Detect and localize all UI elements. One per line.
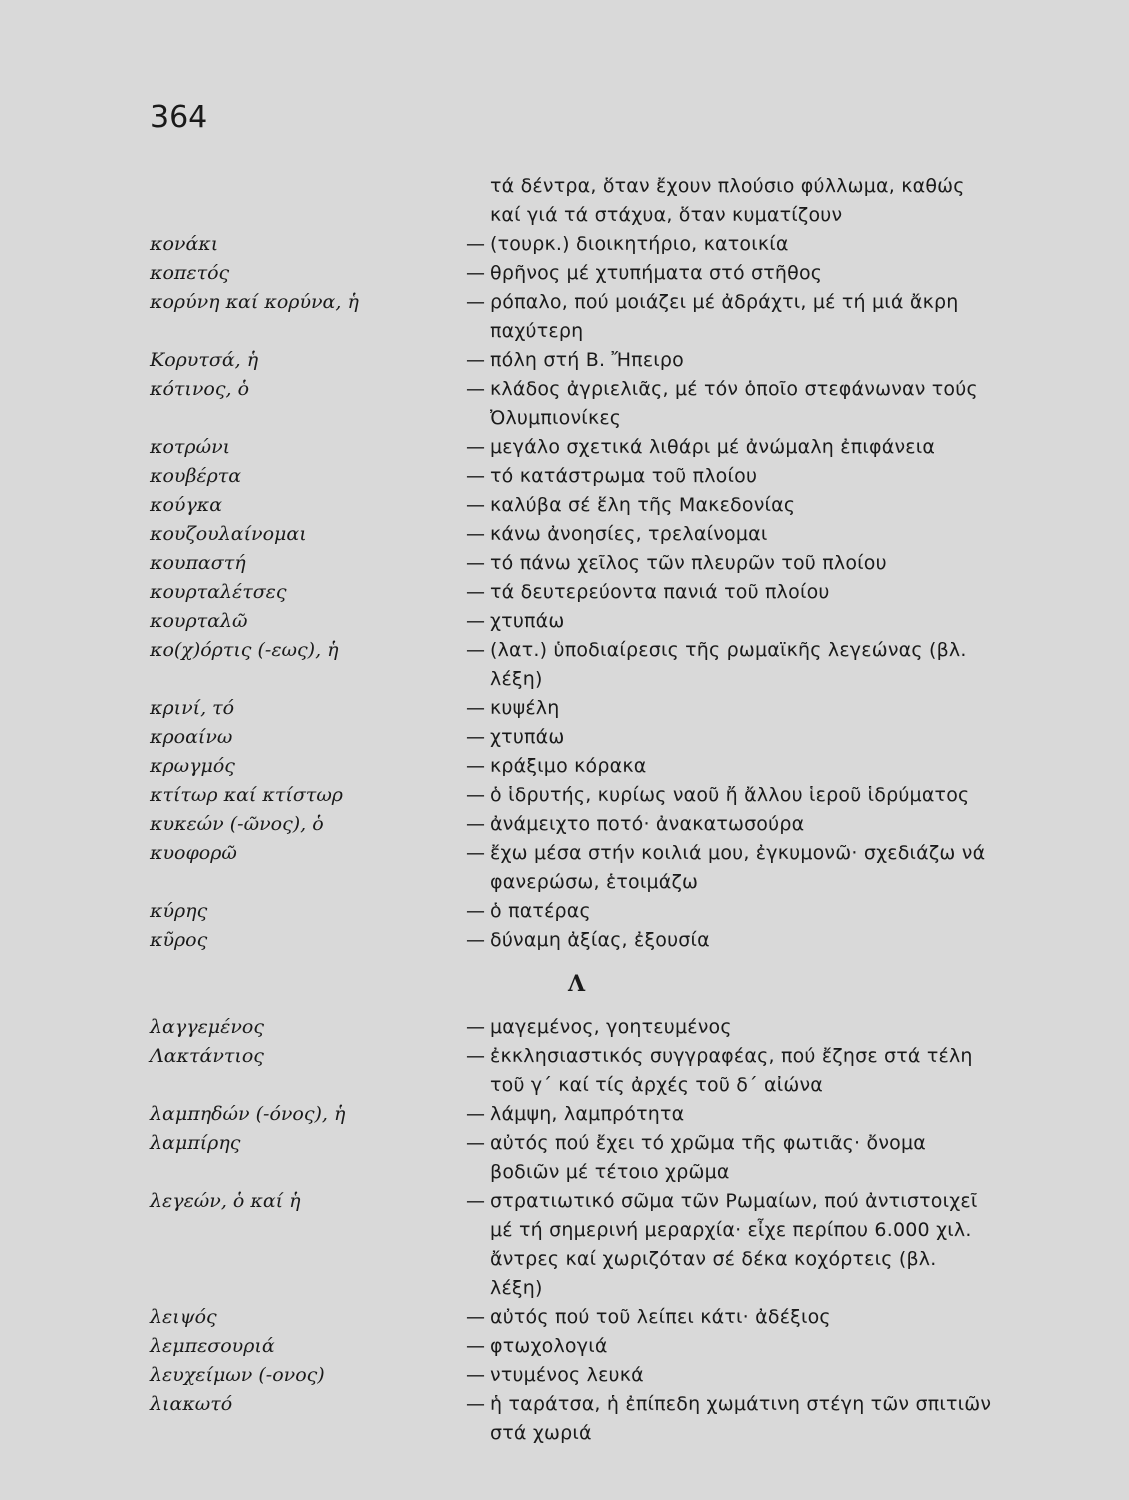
entry-lemma: λειψός bbox=[150, 1306, 217, 1328]
entry-lemma: Κορυτσά, ἡ bbox=[150, 349, 259, 371]
entry-lemma: λεμπεσουριά bbox=[150, 1335, 275, 1357]
glossary-entry bbox=[0, 462, 1129, 491]
entry-lemma: κυκεών (-ῶνος), ὁ bbox=[150, 813, 324, 835]
entry-definition: ἡ ταράτσα, ἡ ἐπίπεδη χωμάτινη στέγη τῶν σπιτιῶν στά χωριά bbox=[490, 1393, 992, 1444]
entry-definition: τό κατάστρωμα τοῦ πλοίου bbox=[490, 465, 758, 487]
entry-dash: — bbox=[466, 1132, 485, 1154]
entry-lemma: κουζουλαίνομαι bbox=[150, 523, 307, 545]
entry-definition: μαγεμένος, γοητευμένος bbox=[490, 1016, 732, 1038]
glossary-entry bbox=[0, 491, 1129, 520]
entry-dash: — bbox=[466, 1016, 485, 1038]
continuation-row bbox=[0, 172, 1129, 230]
page-number: 364 bbox=[150, 100, 208, 135]
glossary-entry bbox=[0, 897, 1129, 926]
glossary-entry bbox=[0, 520, 1129, 549]
entry-lemma: κῦρος bbox=[150, 929, 208, 951]
entry-definition: ἐκκλησιαστικός συγγραφέας, πού ἔζησε στά τέλη τοῦ γ΄ καί τίς ἀρχές τοῦ δ΄ αἰώνα bbox=[490, 1045, 973, 1096]
entry-definition: τό πάνω χεῖλος τῶν πλευρῶν τοῦ πλοίου bbox=[490, 552, 887, 574]
glossary-entry bbox=[0, 636, 1129, 694]
entry-lemma: κοπετός bbox=[150, 262, 230, 284]
entry-definition: ὁ ἱδρυτής, κυρίως ναοῦ ἤ ἄλλου ἱεροῦ ἱδρύματος bbox=[490, 784, 970, 806]
glossary-entry bbox=[0, 230, 1129, 259]
glossary-entry bbox=[0, 752, 1129, 781]
entry-dash: — bbox=[466, 929, 485, 951]
glossary-entry bbox=[0, 723, 1129, 752]
glossary-entry bbox=[0, 607, 1129, 636]
entry-dash: — bbox=[466, 1335, 485, 1357]
entry-definition: (τουρκ.) διοικητήριο, κατοικία bbox=[490, 233, 789, 255]
entry-dash: — bbox=[466, 697, 485, 719]
entry-dash: — bbox=[466, 1364, 485, 1386]
entry-lemma: κοτρώνι bbox=[150, 436, 231, 458]
glossary-entry bbox=[0, 1361, 1129, 1390]
entry-lemma: κύρης bbox=[150, 900, 208, 922]
entries-k bbox=[0, 230, 1129, 955]
entry-lemma: Λακτάντιος bbox=[150, 1045, 264, 1067]
glossary-entry bbox=[0, 578, 1129, 607]
entry-dash: — bbox=[466, 900, 485, 922]
glossary-entry bbox=[0, 1100, 1129, 1129]
entry-lemma: κονάκι bbox=[150, 233, 219, 255]
entry-dash: — bbox=[466, 581, 485, 603]
glossary-entry bbox=[0, 1129, 1129, 1187]
entry-lemma: λεγεών, ὁ καί ἡ bbox=[150, 1190, 301, 1212]
glossary-entry bbox=[0, 375, 1129, 433]
glossary-entry bbox=[0, 346, 1129, 375]
entry-definition: κάνω ἀνοησίες, τρελαίνομαι bbox=[490, 523, 768, 545]
glossary-entry bbox=[0, 1187, 1129, 1303]
entry-dash: — bbox=[466, 436, 485, 458]
entry-definition: τά δευτερεύοντα πανιά τοῦ πλοίου bbox=[490, 581, 830, 603]
entry-lemma: κυοφορῶ bbox=[150, 842, 237, 864]
glossary-entry bbox=[0, 1390, 1129, 1448]
glossary-entry bbox=[0, 433, 1129, 462]
entry-dash: — bbox=[466, 639, 485, 661]
entry-lemma: κορύνη καί κορύνα, ἡ bbox=[150, 291, 359, 313]
entry-lemma: κτίτωρ καί κτίστωρ bbox=[150, 784, 343, 806]
entry-definition: ἔχω μέσα στήν κοιλιά μου, ἐγκυμονῶ· σχεδιάζω νά φανερώσω, ἑτοιμάζω bbox=[490, 842, 986, 893]
entry-definition: πόλη στή Β. Ἤπειρο bbox=[490, 349, 684, 371]
entry-dash: — bbox=[466, 813, 485, 835]
section-letter: Λ bbox=[567, 971, 586, 997]
entry-definition: κλάδος ἀγριελιᾶς, μέ τόν ὁποῖο στεφάνωναν τούς Ὀλυμπιονίκες bbox=[490, 378, 978, 429]
entry-dash: — bbox=[466, 233, 485, 255]
entry-definition: κυψέλη bbox=[490, 697, 560, 719]
entry-dash: — bbox=[466, 842, 485, 864]
entry-lemma: λαμπίρης bbox=[150, 1132, 241, 1154]
entry-lemma: λαγγεμένος bbox=[150, 1016, 264, 1038]
entry-dash: — bbox=[466, 291, 485, 313]
entry-lemma: κουρταλέτσες bbox=[150, 581, 287, 603]
entry-definition: ντυμένος λευκά bbox=[490, 1364, 644, 1386]
entry-dash: — bbox=[466, 262, 485, 284]
glossary-entry bbox=[0, 549, 1129, 578]
entry-dash: — bbox=[466, 349, 485, 371]
entry-definition: κράξιμο κόρακα bbox=[490, 755, 647, 777]
entry-definition: θρῆνος μέ χτυπήματα στό στῆθος bbox=[490, 262, 823, 284]
entry-lemma: κότινος, ὁ bbox=[150, 378, 250, 400]
entry-lemma: κρωγμός bbox=[150, 755, 235, 777]
entry-dash: — bbox=[466, 726, 485, 748]
glossary-entry bbox=[0, 288, 1129, 346]
entry-dash: — bbox=[466, 784, 485, 806]
entry-lemma: κουρταλῶ bbox=[150, 610, 248, 632]
entry-definition: ρόπαλο, πού μοιάζει μέ ἀδράχτι, μέ τή μιά ἄκρη παχύτερη bbox=[490, 291, 959, 342]
entry-definition: λάμψη, λαμπρότητα bbox=[490, 1103, 685, 1125]
entry-definition: καλύβα σέ ἕλη τῆς Μακεδονίας bbox=[490, 494, 796, 516]
glossary-entry bbox=[0, 810, 1129, 839]
entry-lemma: κρινί, τό bbox=[150, 697, 235, 719]
entry-dash: — bbox=[466, 1103, 485, 1125]
glossary-entry bbox=[0, 926, 1129, 955]
entry-definition: στρατιωτικό σῶμα τῶν Ρωμαίων, πού ἀντιστοιχεῖ μέ τή σημερινή μεραρχία· εἶχε περίπου 6.000 χιλ. ἄντρες καί χωριζόταν σέ δέκα κοχόρτεις (βλ. λέξη) bbox=[490, 1190, 978, 1299]
entry-definition: αὐτός πού ἔχει τό χρῶμα τῆς φωτιᾶς· ὄνομα βοδιῶν μέ τέτοιο χρῶμα bbox=[490, 1132, 926, 1183]
entry-dash: — bbox=[466, 610, 485, 632]
glossary-entry bbox=[0, 781, 1129, 810]
entry-lemma: κουπαστή bbox=[150, 552, 246, 574]
entry-dash: — bbox=[466, 378, 485, 400]
entry-lemma: λιακωτό bbox=[150, 1393, 233, 1415]
entry-definition: μεγάλο σχετικά λιθάρι μέ ἀνώμαλη ἐπιφάνεια bbox=[490, 436, 936, 458]
entry-lemma: κουβέρτα bbox=[150, 465, 242, 487]
glossary bbox=[0, 172, 1129, 1448]
entries-l bbox=[0, 1013, 1129, 1448]
entry-definition: χτυπάω bbox=[490, 726, 565, 748]
entry-dash: — bbox=[466, 1045, 485, 1067]
entry-dash: — bbox=[466, 494, 485, 516]
glossary-entry bbox=[0, 1332, 1129, 1361]
entry-definition: ἀνάμειχτο ποτό· ἀνακατωσούρα bbox=[490, 813, 805, 835]
glossary-entry bbox=[0, 1013, 1129, 1042]
entry-lemma: κροαίνω bbox=[150, 726, 233, 748]
entry-dash: — bbox=[466, 1306, 485, 1328]
entry-definition: (λατ.) ὑποδιαίρεσις τῆς ρωμαϊκῆς λεγεώνας (βλ. λέξη) bbox=[490, 639, 967, 690]
entry-definition: ὁ πατέρας bbox=[490, 900, 591, 922]
glossary-entry bbox=[0, 839, 1129, 897]
entry-lemma: κο(χ)όρτις (-εως), ἡ bbox=[150, 639, 339, 661]
glossary-entry bbox=[0, 259, 1129, 288]
entry-dash: — bbox=[466, 1190, 485, 1212]
entry-definition: χτυπάω bbox=[490, 610, 565, 632]
glossary-entry bbox=[0, 1303, 1129, 1332]
entry-lemma: λευχείμων (-ονος) bbox=[150, 1364, 325, 1386]
glossary-entry bbox=[0, 694, 1129, 723]
entry-dash: — bbox=[466, 465, 485, 487]
continuation-text: τά δέντρα, ὅταν ἔχουν πλούσιο φύλλωμα, καθώς καί γιά τά στάχυα, ὅταν κυματίζουν bbox=[490, 175, 965, 226]
entry-definition: δύναμη ἀξίας, ἐξουσία bbox=[490, 929, 710, 951]
entry-lemma: κούγκα bbox=[150, 494, 223, 516]
entry-dash: — bbox=[466, 755, 485, 777]
entry-dash: — bbox=[466, 1393, 485, 1415]
glossary-entry bbox=[0, 1042, 1129, 1100]
entry-definition: φτωχολογιά bbox=[490, 1335, 608, 1357]
entry-definition: αὐτός πού τοῦ λείπει κάτι· ἀδέξιος bbox=[490, 1306, 831, 1328]
entry-dash: — bbox=[466, 523, 485, 545]
entry-lemma: λαμπηδών (-όνος), ἡ bbox=[150, 1103, 346, 1125]
entry-dash: — bbox=[466, 552, 485, 574]
